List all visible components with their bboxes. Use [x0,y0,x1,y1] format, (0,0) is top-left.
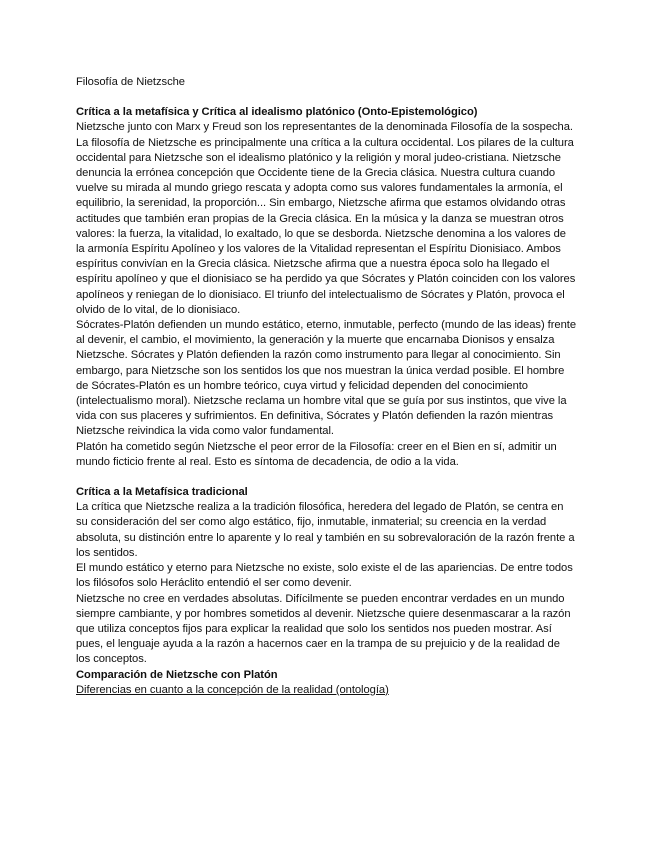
section-subheading: Diferencias en cuanto a la concepción de la realidad (ontología) [76,683,389,696]
paragraph: Platón ha cometido según Nietzsche el peor error de la Filosofía: creer en el Bien en sí, admitir un mundo ficticio frente al real. Esto es síntoma de decadencia, de odio a la vida. [76,440,557,468]
section-heading: Crítica a la Metafísica tradicional [76,486,248,499]
section-comparacion-nietzsche-platon [76,668,576,698]
section-critica-metafisica-idealismo [76,105,576,470]
paragraph: La filosofía de Nietzsche es principalmente una crítica a la cultura occidental. Los pilares de la cultura occidental para Nietzsche son el idealismo platónico y la religión y moral judeo-cristiana. Nietzsche denuncia la errónea concepción que Occidente tiene de la Grecia clásica. Nuestra cultura cuando vuelve su mirada al mundo griego rescata y adopta como sus valores fundamentales la armonía, el equilibrio, la serenidad, la proporción... Sin embargo, Nietzsche afirma que estamos olvidando otras actitudes que también eran propias de la Grecia clásica. En la música y la danza se muestran otros valores: la fuerza, la vitalidad, lo exaltado, lo que se desborda. Nietzsche denomina a los valores de la armonía Espíritu Apolíneo y los valores de la Vitalidad representan el Espíritu Dionisiaco. Ambos espíritus convivían en la Grecia clásica. Nietzsche afirma que a nuestra época solo ha llegado el espíritu apolíneo y que el dionisiaco se ha perdido ya que Sócrates y Platón coinciden con los valores apolíneos y reniegan de lo dionisiaco. El triunfo del intelectualismo de Sócrates y Platón, provoca el olvido de lo vital, de lo dionisiaco. [76,136,576,316]
paragraph: Nietzsche no cree en verdades absolutas. Difícilmente se pueden encontrar verdades en un mundo siempre cambiante, y por hombres sometidos al devenir. Nietzsche quiere desenmascarar a la razón que utiliza conceptos fijos para explicar la realidad que solo los sentidos nos pueden mostrar. Así pues, el lenguaje ayuda a la razón a hacernos caer en la trampa de su prejuicio y de la realidad de los conceptos. [76,592,571,666]
spacer [76,470,576,485]
paragraph: Sócrates-Platón defienden un mundo estático, eterno, inmutable, perfecto (mundo de las ideas) frente al devenir, el cambio, el movimiento, la generación y la muerte que encarnaba Dionisos y ensalza Nietzsche. Sócrates y Platón defienden la razón como instrumento para llegar al conocimiento. Sin embargo, para Nietzsche son los sentidos los que nos muestran la única verdad posible. El hombre de Sócrates-Platón es un hombre teórico, cuya virtud y felicidad dependen del conocimiento (intelectualismo moral). Nietzsche reclama un hombre vital que se guía por sus instintos, que vive la vida con sus placeres y sufrimientos. En definitiva, Sócrates y Platón defienden la razón mientras Nietzsche reivindica la vida como valor fundamental. [76,319,576,438]
document-title: Filosofía de Nietzsche [76,76,185,88]
paragraph: La crítica que Nietzsche realiza a la tradición filosófica, heredera del legado de Platón, se centra en su consideración del ser como algo estático, fijo, inmutable, inmaterial; su creencia en la verdad absoluta, su distinción entre lo aparente y lo real y también en su sobrevaloración de la razón frente a los sentidos. [76,501,575,559]
section-heading: Crítica a la metafísica y Crítica al idealismo platónico (Onto-Epistemológico) [76,106,478,119]
section-critica-metafisica-tradicional [76,485,576,667]
paragraph: Nietzsche junto con Marx y Freud son los representantes de la denominada Filosofía de la sospecha. [76,121,573,134]
paragraph: El mundo estático y eterno para Nietzsche no existe, solo existe el de las apariencias. De entre todos los filósofos solo Heráclito entendió el ser como devenir. [76,562,573,590]
section-heading: Comparación de Nietzsche con Platón [76,668,278,681]
document-page [76,75,576,698]
